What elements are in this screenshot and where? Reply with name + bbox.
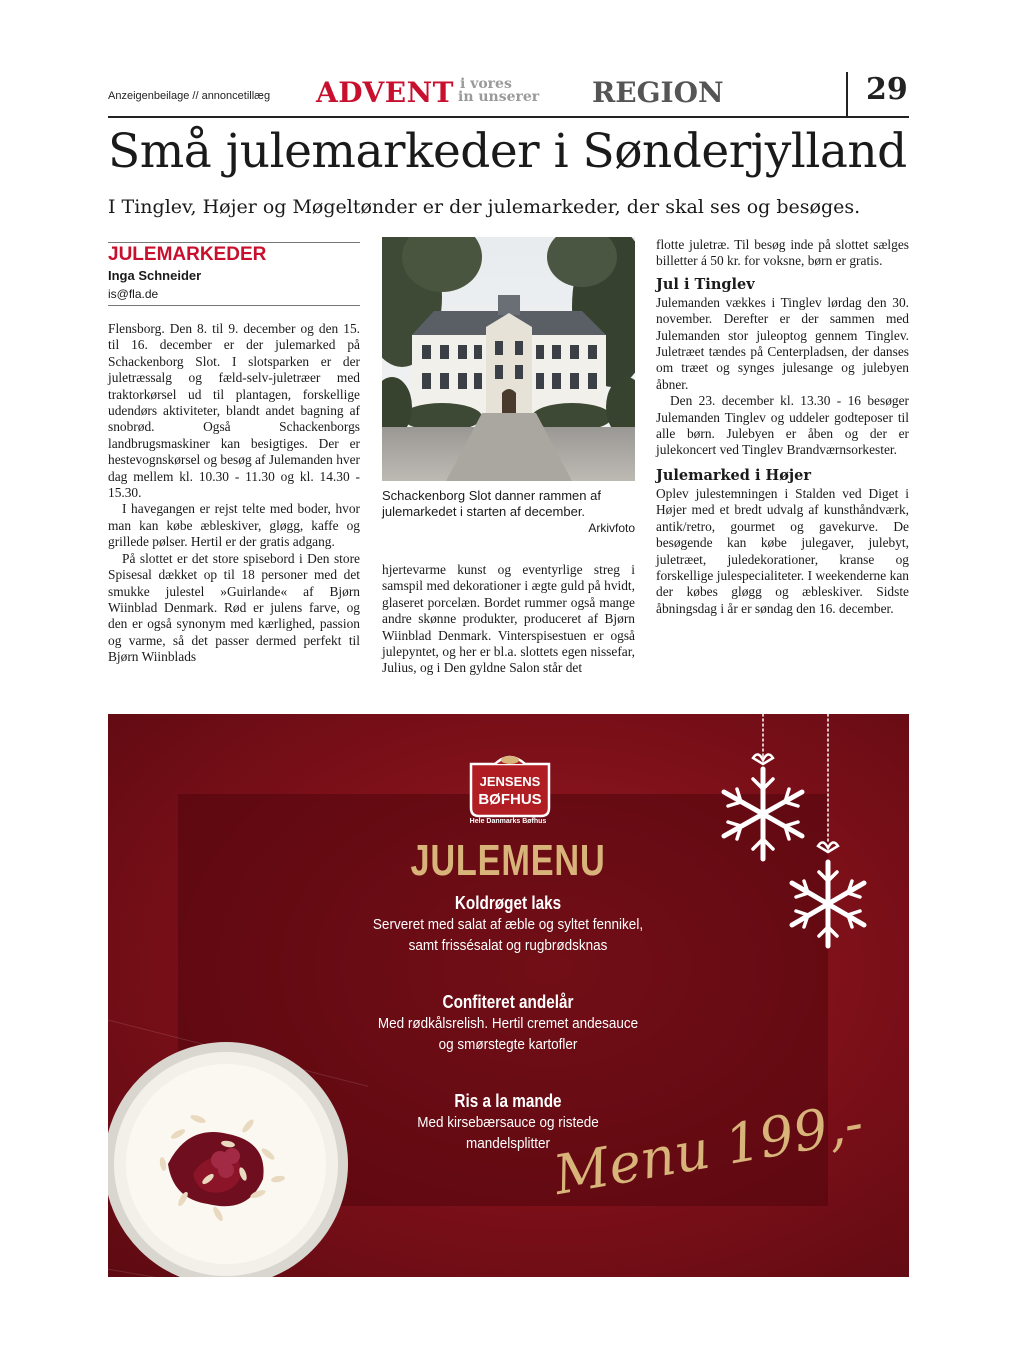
byline-rule-top [108,242,360,243]
subheading-tinglev: Jul i Tinglev [656,275,755,293]
paragraph: Julemanden vækkes i Tinglev lørdag den 30. november. Derefter er der sammen med Julemanden stor juleoptog gennem Tinglev. Juletræet tændes på Centerpladsen, der danses om træet og synges julesange og julebyen åbner. [656,294,909,392]
jensens-bofhus-advertisement[interactable] [108,714,909,1277]
dish-description: samt frissésalat og rugbrødsknas [408,937,608,954]
byline-rule-bottom [108,305,360,306]
julemenu-title: JULEMENU [410,836,606,885]
logo-line-1: JENSENS [479,774,541,789]
brand-slogan: Hele Danmarks Bøfhus [469,818,547,825]
article-subheadline: I Tinglev, Højer og Møgeltønder er der julemarkeder, der skal ses og besøges. [108,196,861,218]
dish-description: mandelsplitter [465,1135,551,1152]
dish-description: Serveret med salat af æble og syltet fennikel, [372,916,644,933]
paragraph: Oplev julestemningen i Stalden ved Diget i Højer med et bredt udvalg af kunsthåndværk, antik/retro, gourmet og gavekurve. De besøgende kan købe julegaver, julebyt, juletræet, juledekorationer, kranse og forskellige julespecialiteter. I weekenderne kan der købes gløgg og æbleskiver. Sidste åbningsdag i år er søndag den 16. december. [656,485,909,616]
region-title: REGION [592,76,724,109]
region-subtitle [458,78,539,104]
menu-price: Menu 199,- [549,1090,868,1207]
paragraph: hjertevarme kunst og eventyrlige streg i samspil med dekorationer i ægte guld på hvidt, glaseret porcelæn. Bordet rummer også mange andre skønne produkter, produceret af Bjørn Wiinblad Denmark. Vinterspisestuen er også julepyntet, og her er bl.a. slottets egen nissefar, Julius, og i Den gyldne Salon står det [382,562,635,676]
paragraph: Den 23. december kl. 13.30 - 16 besøger Julemanden Tinglev og uddeler godteposer til alle børn. Julebyen er åben og der er julekoncert ved Tinglev Brandværnsorkester. [656,393,909,458]
subheading-hojer: Julemarked i Højer [656,466,812,484]
snowflake-ornaments [708,714,888,964]
author-name: Inga Schneider [108,268,202,283]
subtitle-da: i vores [460,76,512,92]
photo-caption: Schackenborg Slot danner rammen af julemarkedet i starten af december. [382,488,601,519]
menu-item [308,892,708,956]
paragraph: I havegangen er rejst telte med boder, hvor man kan købe æbleskiver, gløgg, kaffe og grillede pølser. Hertil er der gratis adgang. [108,501,360,550]
dish-name: Confiteret andelår [442,992,574,1012]
dish-name: Koldrøget laks [454,893,562,913]
castle-photo [382,237,635,481]
dish-description: Med rødkålsrelish. Hertil cremet andesauce [377,1015,639,1032]
section-label: JULEMARKEDER [108,244,267,265]
schackenborg-castle-image [382,237,635,481]
dish-name: Ris a la mande [454,1091,562,1111]
dish-description: Med kirsebærsauce og ristede [417,1114,599,1131]
jensens-bofhus-logo [467,750,553,842]
subtitle-de: in unserer [458,89,540,105]
author-email[interactable]: is@fla.de [108,287,159,301]
paragraph: På slottet er det store spisebord i Den store Spisesal dækket op til 18 personer med det smukke julestel »Guirlande« af Bjørn Wiinblad Denmark. Rød er julens farve, og den er også synonym med kærlighed, passion og varme, så det passer dermed perfekt til Bjørn Wiinblads [108,550,360,665]
dish-description: og smørstegte kartofler [438,1036,578,1053]
article-headline: Små julemarkeder i Sønderjylland [108,124,907,179]
header-divider [846,72,848,116]
paragraph: flotte juletræ. Til besøg inde på slottet sælges billetter á 50 kr. for voksne, børn er gratis. [656,237,909,269]
article-column-3 [656,237,909,617]
paragraph: Flensborg. Den 8. til 9. december og den 15. til 16. december er der julemarked på Schackenborg Slot. I slotsparken er der juletræssalg og fæld-selv-juletræer med traktorkørsel ud til plantagen, forskellige udendørs aktiviteter, blandt andet bagning af snobrød. Også Schackenborgs landbrugsmaskiner kan besigtiges. Der er hestevognskørsel og besøg af Julemanden hver dag mellem kl. 10.30 - 11.30 og kl. 14.30 - 15.30. [108,321,360,501]
article-column-1 [108,321,360,666]
logo-line-2: BØFHUS [478,791,542,808]
supplement-label: Anzeigenbeilage // annoncetillæg [108,90,271,102]
article-column-2 [382,562,635,677]
menu-item [308,991,708,1055]
advent-title: ADVENT [316,76,455,109]
photo-credit: Arkivfoto [588,521,635,535]
page-number: 29 [866,72,908,107]
header-rule [108,116,909,118]
